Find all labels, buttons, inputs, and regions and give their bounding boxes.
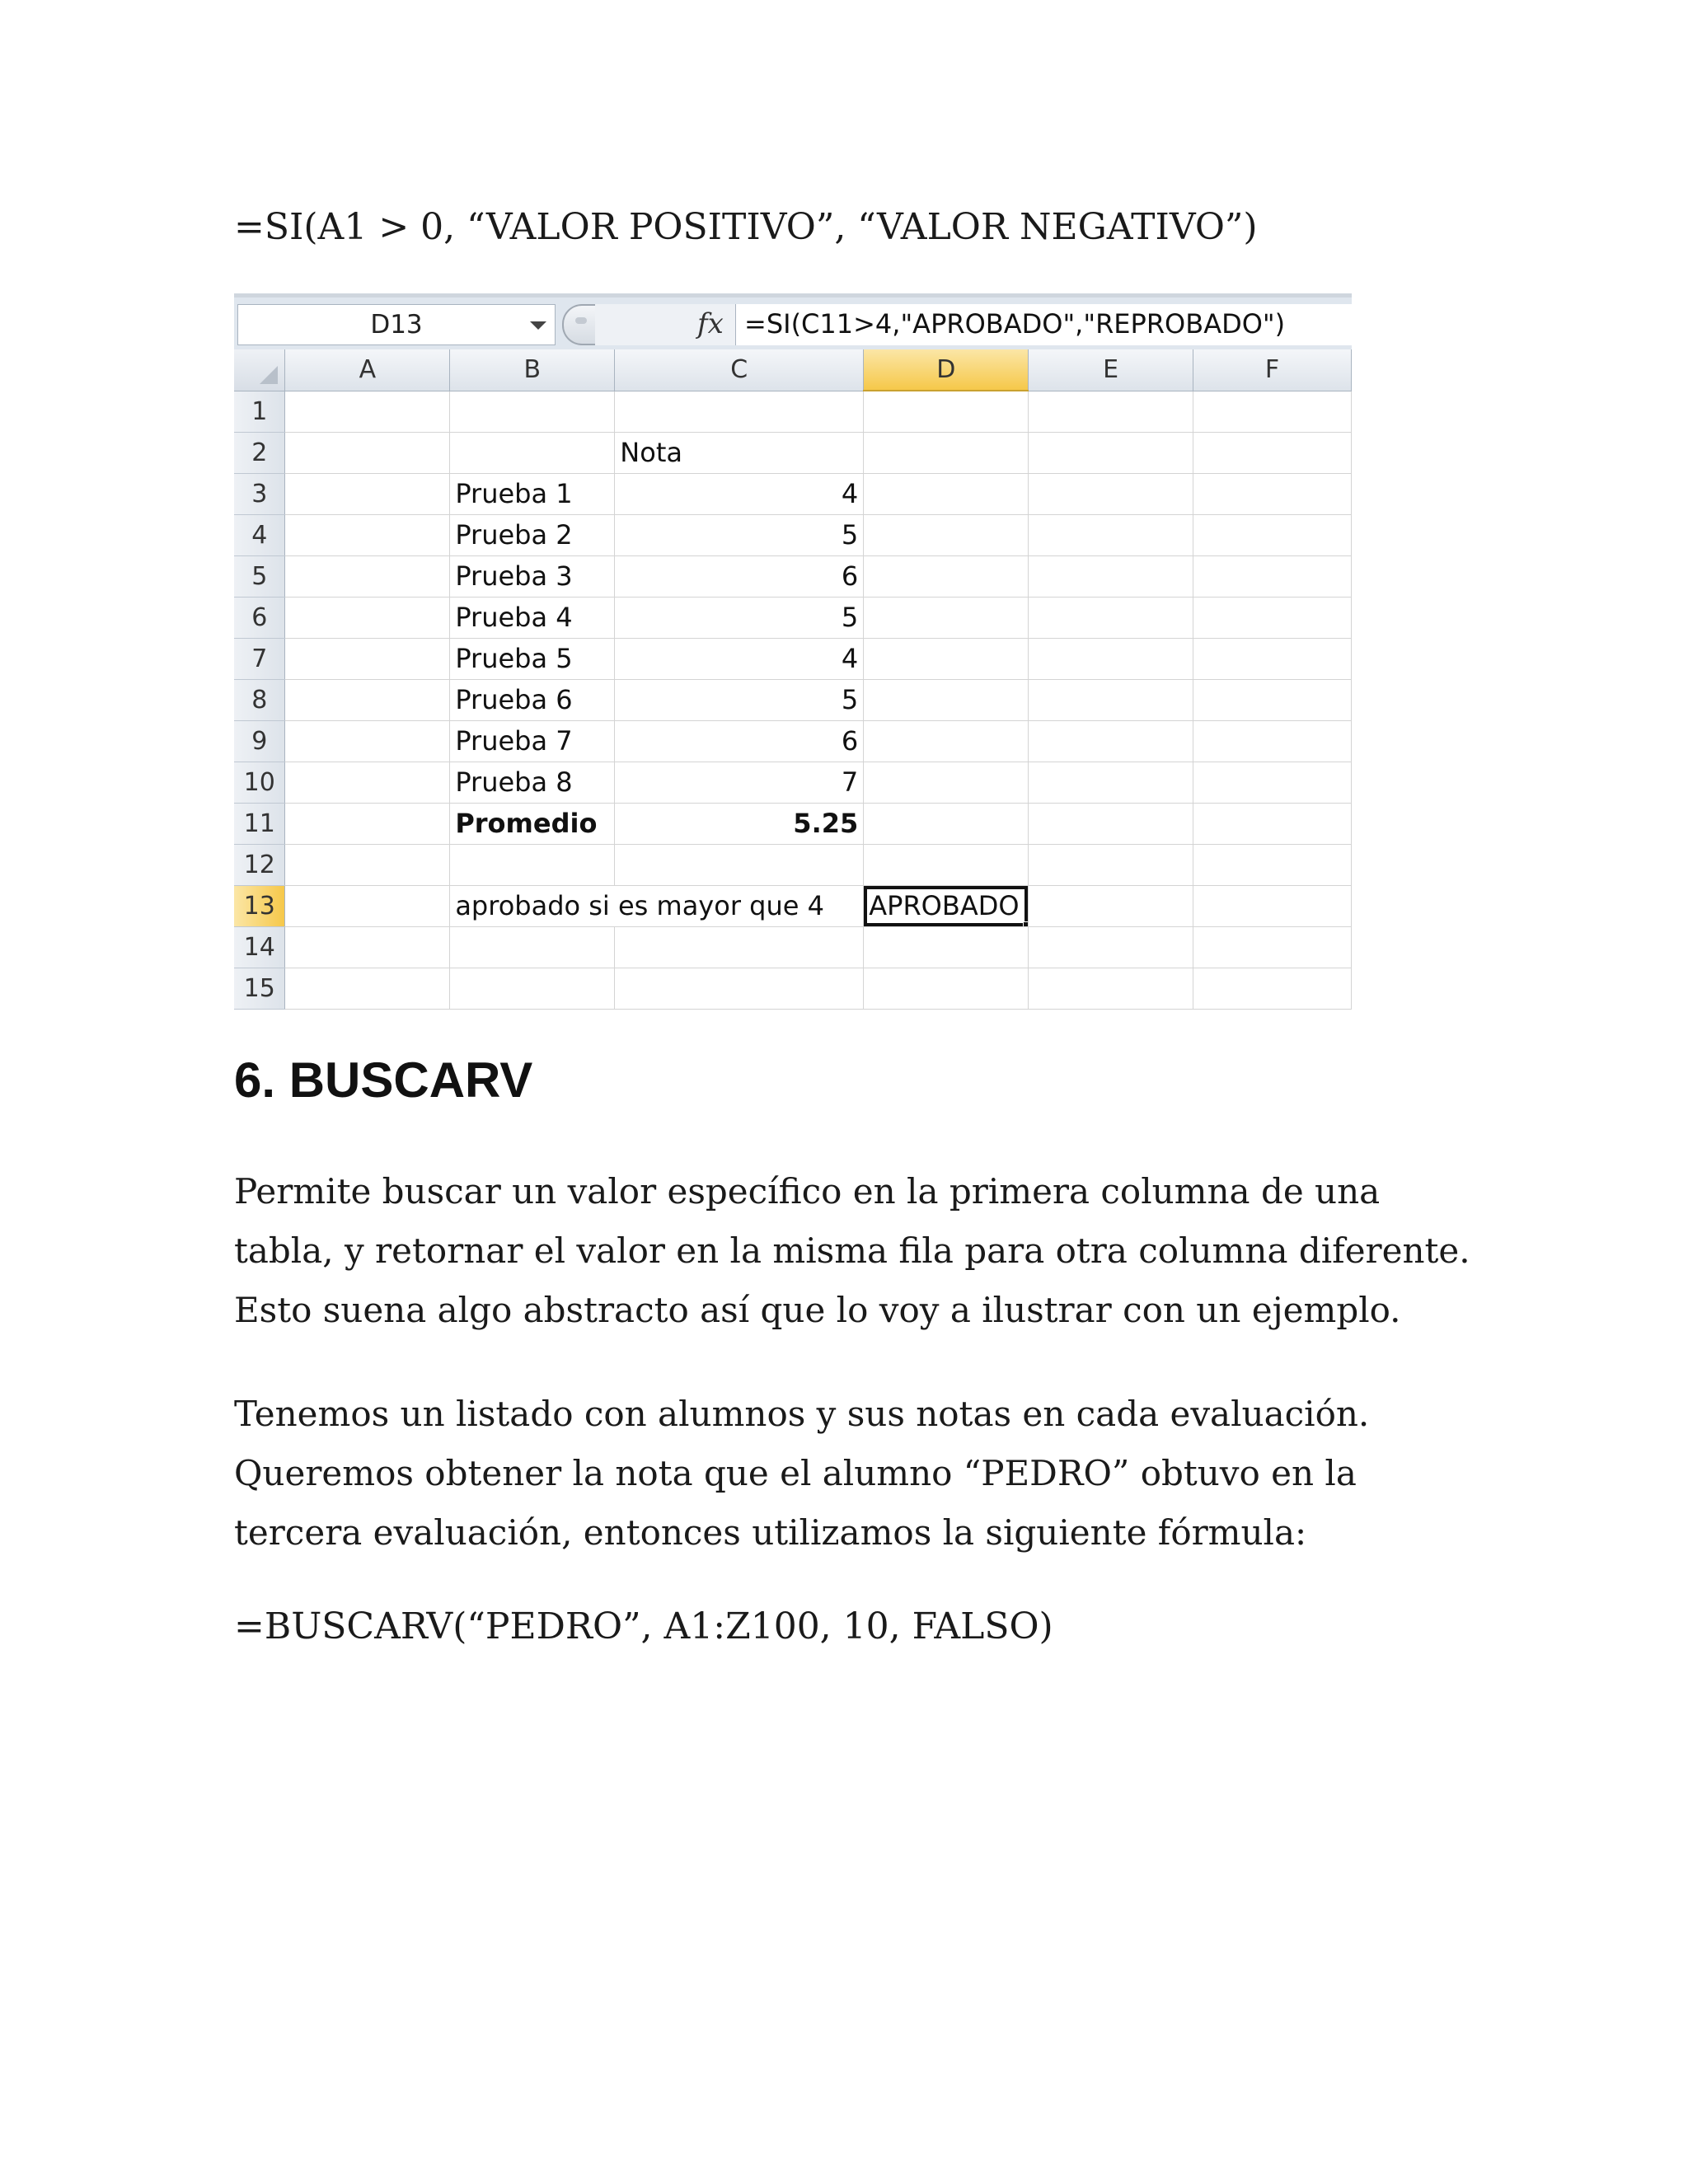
cell[interactable] bbox=[1029, 926, 1193, 968]
cell[interactable] bbox=[450, 844, 615, 885]
cell[interactable] bbox=[1193, 555, 1352, 597]
cell[interactable] bbox=[1193, 432, 1352, 473]
cell-value[interactable]: 4 bbox=[615, 638, 864, 679]
cell[interactable] bbox=[285, 720, 450, 762]
formula-bar-expand-icon[interactable] bbox=[562, 304, 595, 345]
cell-nota-header[interactable]: Nota bbox=[615, 432, 864, 473]
cell[interactable] bbox=[1029, 720, 1193, 762]
cell[interactable] bbox=[864, 432, 1029, 473]
cell-promedio-value[interactable]: 5.25 bbox=[615, 803, 864, 844]
column-header-e[interactable]: E bbox=[1029, 349, 1193, 391]
section-heading: 6. BUSCARV bbox=[234, 1052, 533, 1108]
cell[interactable] bbox=[1029, 844, 1193, 885]
cell[interactable] bbox=[285, 803, 450, 844]
row-header[interactable]: 14 bbox=[234, 926, 285, 968]
selection-border bbox=[864, 886, 1028, 926]
cell[interactable] bbox=[1193, 473, 1352, 514]
cell[interactable] bbox=[1193, 679, 1352, 720]
cell[interactable] bbox=[615, 968, 864, 1009]
cell[interactable] bbox=[864, 514, 1029, 555]
cell[interactable] bbox=[864, 926, 1029, 968]
cell[interactable] bbox=[1193, 926, 1352, 968]
cell-label[interactable]: Prueba 1 bbox=[450, 473, 615, 514]
cell[interactable] bbox=[285, 514, 450, 555]
cell[interactable] bbox=[285, 968, 450, 1009]
chevron-down-icon[interactable] bbox=[530, 321, 546, 330]
cell-d13-selected[interactable] bbox=[864, 885, 1029, 926]
cell[interactable] bbox=[1193, 844, 1352, 885]
cell[interactable] bbox=[1193, 597, 1352, 638]
cell[interactable] bbox=[1029, 473, 1193, 514]
row-header[interactable]: 15 bbox=[234, 968, 285, 1009]
row-header[interactable]: 8 bbox=[234, 679, 285, 720]
cell-grid bbox=[234, 349, 1352, 1010]
cell[interactable] bbox=[285, 638, 450, 679]
cell[interactable] bbox=[864, 555, 1029, 597]
table-row bbox=[234, 473, 1352, 514]
row-header[interactable]: 9 bbox=[234, 720, 285, 762]
cell-label[interactable]: Prueba 6 bbox=[450, 679, 615, 720]
buscarv-formula-example: =BUSCARV(“PEDRO”, A1:Z100, 10, FALSO) bbox=[234, 1605, 1053, 1647]
row-header[interactable]: 5 bbox=[234, 555, 285, 597]
cell-value[interactable]: 5 bbox=[615, 597, 864, 638]
cell[interactable] bbox=[450, 968, 615, 1009]
cell[interactable] bbox=[1029, 762, 1193, 803]
spreadsheet-screenshot bbox=[234, 293, 1352, 1015]
cell[interactable] bbox=[864, 679, 1029, 720]
column-header-f[interactable]: F bbox=[1193, 349, 1352, 391]
name-box-value: D13 bbox=[370, 310, 423, 340]
table-row bbox=[234, 844, 1352, 885]
paragraph-example: Tenemos un listado con alumnos y sus notas en cada evaluación. Queremos obtener la nota que el alumno “PEDRO” obtuvo en la tercera evaluación, entonces utilizamos la siguiente fórmula: bbox=[234, 1394, 1370, 1553]
cell[interactable] bbox=[1029, 432, 1193, 473]
cell[interactable] bbox=[1029, 803, 1193, 844]
name-box[interactable] bbox=[237, 304, 556, 345]
cell-value[interactable]: 5 bbox=[615, 514, 864, 555]
function-icon[interactable]: fx bbox=[697, 307, 724, 340]
cell-label[interactable]: Prueba 3 bbox=[450, 555, 615, 597]
cell-value[interactable]: 6 bbox=[615, 555, 864, 597]
fill-handle[interactable] bbox=[1023, 921, 1029, 927]
cell-condition-label[interactable]: aprobado si es mayor que 4 bbox=[450, 885, 864, 926]
cell[interactable] bbox=[864, 473, 1029, 514]
cell[interactable] bbox=[1029, 679, 1193, 720]
table-row bbox=[234, 720, 1352, 762]
table-row bbox=[234, 514, 1352, 555]
cell[interactable] bbox=[285, 473, 450, 514]
cell-promedio-label[interactable]: Promedio bbox=[450, 803, 615, 844]
cell[interactable] bbox=[285, 679, 450, 720]
cell-value[interactable]: 4 bbox=[615, 473, 864, 514]
cell-label[interactable]: Prueba 2 bbox=[450, 514, 615, 555]
cell[interactable] bbox=[450, 926, 615, 968]
cell[interactable] bbox=[1193, 885, 1352, 926]
cell-label[interactable]: Prueba 5 bbox=[450, 638, 615, 679]
table-row bbox=[234, 679, 1352, 720]
cell[interactable] bbox=[285, 762, 450, 803]
table-row bbox=[234, 762, 1352, 803]
cell[interactable] bbox=[285, 926, 450, 968]
cell[interactable] bbox=[1193, 514, 1352, 555]
cell-label[interactable]: Prueba 7 bbox=[450, 720, 615, 762]
table-row bbox=[234, 968, 1352, 1009]
cell-value[interactable]: 5 bbox=[615, 679, 864, 720]
cell[interactable] bbox=[285, 885, 450, 926]
row-header[interactable]: 11 bbox=[234, 803, 285, 844]
cell[interactable] bbox=[1029, 885, 1193, 926]
table-row bbox=[234, 926, 1352, 968]
cell[interactable] bbox=[864, 968, 1029, 1009]
cell[interactable] bbox=[615, 926, 864, 968]
row-header[interactable]: 12 bbox=[234, 844, 285, 885]
table-row bbox=[234, 638, 1352, 679]
row-header[interactable]: 2 bbox=[234, 432, 285, 473]
row-header[interactable]: 4 bbox=[234, 514, 285, 555]
row-header[interactable]: 7 bbox=[234, 638, 285, 679]
table-row bbox=[234, 555, 1352, 597]
cell[interactable] bbox=[1193, 762, 1352, 803]
cell-result: APROBADO bbox=[869, 890, 1020, 921]
cell[interactable] bbox=[1193, 391, 1352, 432]
row-header-active[interactable]: 13 bbox=[234, 885, 285, 926]
column-header-d[interactable]: D bbox=[864, 349, 1029, 391]
cell[interactable] bbox=[864, 597, 1029, 638]
cell[interactable] bbox=[864, 638, 1029, 679]
cell[interactable] bbox=[864, 720, 1029, 762]
table-row bbox=[234, 432, 1352, 473]
cell[interactable] bbox=[864, 762, 1029, 803]
cell[interactable] bbox=[1029, 638, 1193, 679]
cell[interactable] bbox=[1029, 514, 1193, 555]
cell[interactable] bbox=[285, 597, 450, 638]
cell[interactable] bbox=[864, 803, 1029, 844]
cell-value[interactable]: 6 bbox=[615, 720, 864, 762]
cell[interactable] bbox=[1029, 597, 1193, 638]
row-header[interactable]: 10 bbox=[234, 762, 285, 803]
cell[interactable] bbox=[864, 844, 1029, 885]
select-all-corner[interactable] bbox=[234, 349, 285, 391]
cell[interactable] bbox=[285, 555, 450, 597]
cell[interactable] bbox=[1029, 555, 1193, 597]
cell-value[interactable]: 7 bbox=[615, 762, 864, 803]
column-header-b[interactable]: B bbox=[450, 349, 615, 391]
cell[interactable] bbox=[450, 432, 615, 473]
cell[interactable] bbox=[1193, 803, 1352, 844]
cell[interactable] bbox=[285, 432, 450, 473]
row-header[interactable]: 3 bbox=[234, 473, 285, 514]
row-header[interactable]: 1 bbox=[234, 391, 285, 432]
cell[interactable] bbox=[1193, 968, 1352, 1009]
row-header[interactable]: 6 bbox=[234, 597, 285, 638]
cell-label[interactable]: Prueba 4 bbox=[450, 597, 615, 638]
cell[interactable] bbox=[285, 844, 450, 885]
table-row bbox=[234, 803, 1352, 844]
cell[interactable] bbox=[615, 844, 864, 885]
cell-label[interactable]: Prueba 8 bbox=[450, 762, 615, 803]
cell[interactable] bbox=[1029, 968, 1193, 1009]
si-formula-example: =SI(A1 > 0, “VALOR POSITIVO”, “VALOR NEGATIVO”) bbox=[234, 206, 1258, 248]
table-row bbox=[234, 597, 1352, 638]
cell[interactable] bbox=[1029, 391, 1193, 432]
formula-input[interactable]: =SI(C11>4,"APROBADO","REPROBADO") bbox=[735, 304, 1352, 345]
column-header-a[interactable]: A bbox=[285, 349, 450, 391]
cell[interactable] bbox=[1193, 638, 1352, 679]
formula-bar bbox=[234, 293, 1352, 349]
table-row bbox=[234, 391, 1352, 432]
cell[interactable] bbox=[1193, 720, 1352, 762]
column-header-c[interactable]: C bbox=[615, 349, 864, 391]
table-row bbox=[234, 885, 1352, 926]
paragraph-description: Permite buscar un valor específico en la primera columna de una tabla, y retornar el valor en la misma fila para otra columna diferente. Esto suena algo abstracto así que lo voy a ilustrar con un ejemplo. bbox=[234, 1171, 1470, 1330]
cell[interactable] bbox=[864, 391, 1029, 432]
cell[interactable] bbox=[615, 391, 864, 432]
cell[interactable] bbox=[285, 391, 450, 432]
cell[interactable] bbox=[450, 391, 615, 432]
